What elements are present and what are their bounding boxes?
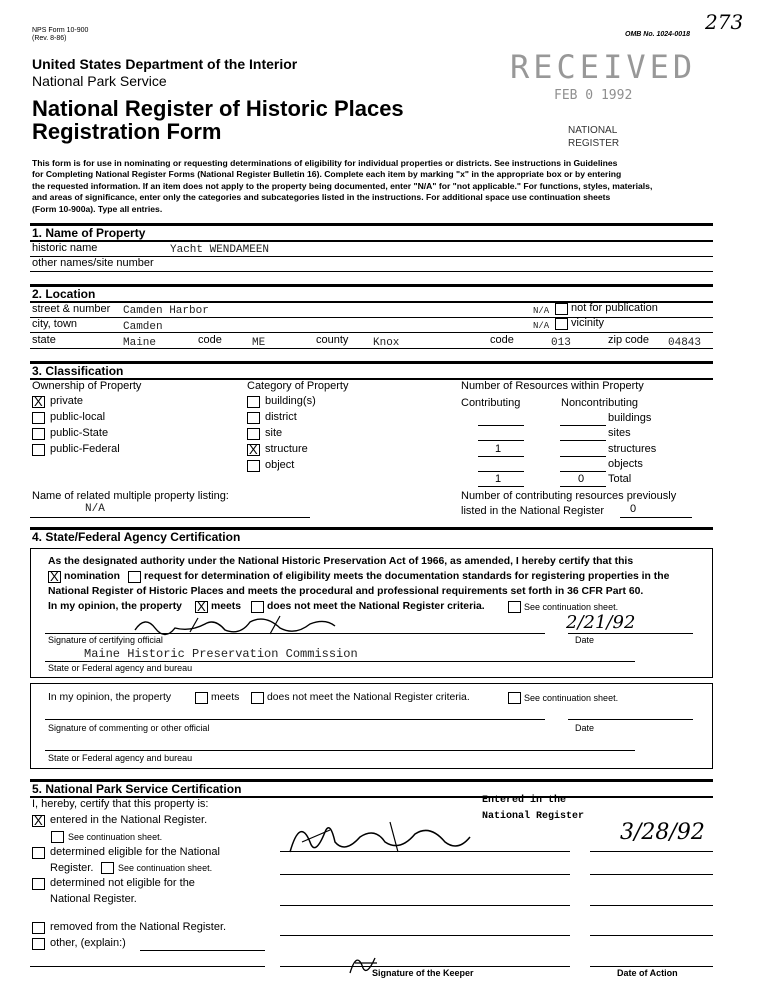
does-not-meet-label: does not meet the National Register criteria. [267, 601, 485, 612]
state-value: Maine [123, 337, 157, 349]
action-date-value: 3/28/92 [620, 820, 705, 845]
category-option: site [265, 427, 283, 439]
continuation-sheet-label-2: See continuation sheet. [524, 693, 619, 703]
structures-contributing-value: 1 [495, 443, 502, 455]
total-noncontributing-value: 0 [578, 473, 585, 485]
section-rule [30, 284, 713, 287]
resource-row-label: Total [608, 473, 632, 485]
see-continuation-label: See continuation sheet. [68, 832, 163, 842]
determination-request-checkbox[interactable] [128, 571, 141, 583]
public-federal-checkbox[interactable] [32, 444, 45, 456]
continuation-sheet-checkbox-2[interactable] [508, 692, 521, 704]
opinion-label: In my opinion, the property [48, 601, 182, 612]
na-not-publication: N/A [533, 306, 550, 316]
determined-not-eligible-checkbox[interactable] [32, 878, 45, 890]
meets-checkbox-2[interactable] [195, 692, 208, 704]
multiple-listing-label: Name of related multiple property listing: [32, 490, 229, 502]
previously-listed-value: 0 [630, 503, 637, 515]
certification-text-3: National Register of Historic Places and meets the procedural and professional requirements set forth in 36 CFR Part 60. [48, 586, 644, 597]
does-not-meet-label-2: does not meet the National Register criteria. [267, 692, 470, 703]
form-title: National Register of Historic Places [32, 96, 404, 121]
service-name: National Park Service [32, 73, 167, 89]
county-value: Knox [373, 337, 400, 349]
other-checkbox[interactable] [32, 938, 45, 950]
removed-checkbox[interactable] [32, 922, 45, 934]
street-value: Camden Harbor [123, 305, 209, 317]
other-names-label: other names/site number [32, 257, 154, 269]
received-stamp: RECEIVED FEB 0 1992 [510, 48, 697, 103]
handwritten-number: 273 [705, 10, 744, 34]
historic-name-value: Yacht WENDAMEEN [170, 244, 270, 256]
city-label: city, town [32, 318, 78, 330]
previously-listed-label-2: listed in the National Register [461, 505, 605, 517]
site-checkbox[interactable] [247, 428, 260, 440]
form-revision: (Rev. 8-86) [32, 35, 67, 42]
street-label: street & number [32, 303, 111, 315]
section-3-title: 3. Classification [32, 364, 124, 378]
resource-row-label: structures [608, 443, 657, 455]
department-name: United States Department of the Interior [32, 56, 298, 72]
resources-title: Number of Resources within Property [461, 380, 644, 392]
category-option: district [265, 411, 297, 423]
section-2-title: 2. Location [32, 287, 96, 301]
county-code-value: 013 [551, 337, 571, 349]
state-code-label: code [198, 334, 222, 346]
public-local-checkbox[interactable] [32, 412, 45, 424]
ownership-option: public-State [50, 427, 109, 439]
determined-eligible-checkbox[interactable] [32, 847, 45, 859]
opinion-label-2: In my opinion, the property [48, 692, 172, 703]
signature-label-2: Signature of commenting or other official [48, 723, 210, 733]
instructions: This form is for use in nominating or requesting determinations of eligibility for individual properties or districts. See instructions in Guidelines for Completing National Register Forms (National Register Bulletin 16). Complete each item by marking "x" in the appropriate box or by entering the requested information. If an item does not apply to the property being documented, enter "N/A" for "not applicable." For functions, styles, materials, and areas of significance, enter only the categories and subcategories listed in the instructions. For additional space use continuation sheets (Form 10-900a). Type all entries. [32, 158, 653, 214]
section-5-title: 5. National Park Service Certification [32, 782, 242, 796]
entered-stamp-line-1: Entered in the [482, 795, 567, 806]
determined-not-eligible-label-2: National Register. [50, 893, 137, 905]
ownership-title: Ownership of Property [32, 380, 142, 392]
ownership-option: public-local [50, 411, 106, 423]
section-4-title: 4. State/Federal Agency Certification [32, 530, 241, 544]
meets-label: meets [211, 601, 242, 612]
date-label-2: Date [575, 723, 595, 733]
certify-label: I, hereby, certify that this property is: [32, 798, 209, 810]
form-subtitle: Registration Form [32, 119, 222, 144]
stamp-register: REGISTER [568, 138, 620, 149]
signature-label: Signature of certifying official [48, 635, 163, 645]
entered-label: entered in the National Register. [50, 814, 208, 826]
category-option: object [265, 459, 295, 471]
other-label: other, (explain:) [50, 937, 126, 949]
object-checkbox[interactable] [247, 460, 260, 472]
determined-eligible-label: determined eligible for the National [50, 846, 220, 858]
contributing-header: Contributing [461, 397, 521, 409]
resource-row-label: sites [608, 427, 631, 439]
see-continuation-checkbox-2[interactable] [101, 862, 114, 874]
date-label: Date [575, 635, 595, 645]
continuation-sheet-label: See continuation sheet. [524, 602, 619, 612]
structure-checkbox[interactable] [247, 444, 260, 456]
previously-listed-label: Number of contributing resources previously [461, 490, 677, 502]
agency-label-2: State or Federal agency and bureau [48, 753, 193, 763]
vicinity-checkbox[interactable] [555, 318, 568, 330]
category-option: building(s) [265, 395, 316, 407]
nomination-checkbox[interactable] [48, 571, 61, 583]
ownership-option: private [50, 395, 84, 407]
section-rule [30, 240, 713, 242]
certification-date-value: 2/21/92 [566, 612, 636, 633]
omb-number: OMB No. 1024-0018 [625, 31, 690, 38]
state-label: state [32, 334, 56, 346]
see-continuation-label-2: See continuation sheet. [118, 863, 213, 873]
total-contributing-value: 1 [495, 473, 502, 485]
not-for-publication-checkbox[interactable] [555, 303, 568, 315]
keeper-signature [280, 812, 480, 862]
not-for-publication-label: not for publication [571, 302, 658, 314]
district-checkbox[interactable] [247, 412, 260, 424]
date-of-action-label: Date of Action [617, 968, 678, 978]
county-code-label: code [490, 334, 514, 346]
agency-value: Maine Historic Preservation Commission [84, 647, 358, 661]
stamp-national: NATIONAL [568, 125, 618, 136]
private-checkbox[interactable] [32, 396, 45, 408]
see-continuation-checkbox[interactable] [51, 831, 64, 843]
does-not-meet-checkbox-2[interactable] [251, 692, 264, 704]
resource-row-label: objects [608, 458, 643, 470]
zip-label: zip code [608, 334, 649, 346]
form-number: NPS Form 10-900 [32, 27, 89, 34]
resource-row-label: buildings [608, 412, 652, 424]
entered-checkbox[interactable] [32, 815, 45, 827]
historic-name-label: historic name [32, 242, 98, 254]
section-1-title: 1. Name of Property [32, 226, 146, 240]
nomination-label: nomination [64, 571, 120, 582]
noncontributing-header: Noncontributing [561, 397, 639, 409]
section-rule [30, 361, 713, 364]
entered-stamp-line-2: National Register [482, 811, 585, 822]
removed-label: removed from the National Register. [50, 921, 227, 933]
determined-eligible-label-2: Register. [50, 862, 94, 874]
category-title: Category of Property [247, 380, 349, 392]
multiple-listing-value: N/A [85, 503, 105, 515]
meets-label-2: meets [211, 692, 240, 703]
vicinity-label: vicinity [571, 317, 605, 329]
determined-not-eligible-label: determined not eligible for the [50, 877, 195, 889]
public-state-checkbox[interactable] [32, 428, 45, 440]
continuation-sheet-checkbox[interactable] [508, 601, 521, 613]
ownership-option: public-Federal [50, 443, 120, 455]
agency-label: State or Federal agency and bureau [48, 663, 193, 673]
category-option: structure [265, 443, 308, 455]
zip-value: 04843 [668, 337, 702, 349]
certification-text: As the designated authority under the National Historic Preservation Act of 1966, as amended, I hereby certify that this [48, 556, 634, 567]
building-checkbox[interactable] [247, 396, 260, 408]
city-value: Camden [123, 321, 163, 333]
determination-request-label: request for determination of eligibility meets the documentation standards for registering properties in the [144, 571, 670, 582]
keeper-signature-label: Signature of the Keeper [372, 968, 474, 978]
na-vicinity: N/A [533, 321, 550, 331]
state-code-value: ME [252, 337, 266, 349]
county-label: county [316, 334, 349, 346]
